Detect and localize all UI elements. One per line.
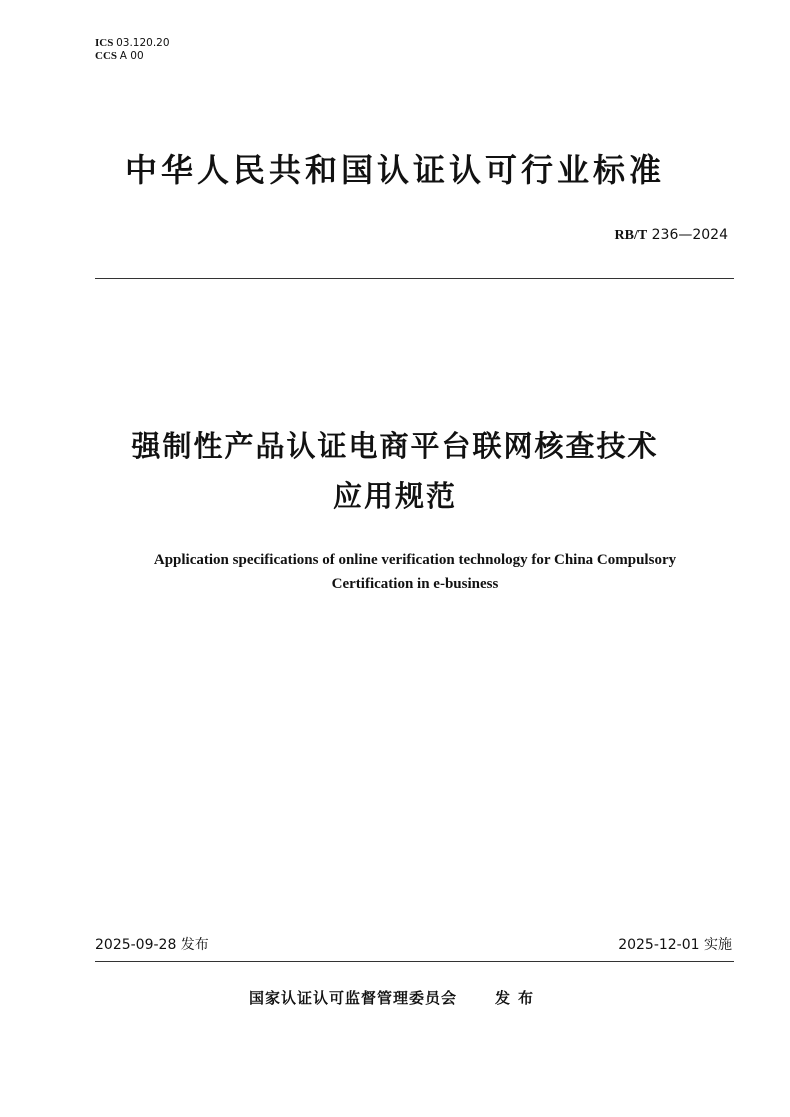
header-divider — [95, 278, 734, 279]
implementation-date: 2025-12-01 实施 — [618, 937, 732, 953]
chinese-title-line-2: 应用规范 — [332, 479, 457, 513]
ccs-value: A 00 — [119, 50, 144, 62]
english-title — [80, 548, 750, 596]
classification-codes — [95, 37, 170, 63]
ccs-label: CCS — [95, 50, 118, 62]
ccs-code — [95, 50, 170, 63]
footer-divider — [95, 961, 734, 962]
release-date: 2025-09-28 发布 — [95, 937, 209, 953]
issuer-name: 国家认证认可监督管理委员会 — [248, 989, 457, 1007]
organization-title: 中华人民共和国认证认可行业标准 — [124, 151, 665, 189]
standard-code: 236—2024 — [651, 227, 728, 243]
english-title-line-1: Application specifications of online verification technology for China Compulsory — [153, 552, 677, 568]
ics-label: ICS — [95, 37, 114, 49]
english-title-line-2: Certification in e-business — [331, 576, 499, 592]
issuing-authority — [0, 988, 790, 1008]
issuer-action: 发布 — [495, 989, 542, 1007]
standard-number — [615, 226, 729, 245]
chinese-title-line-1: 强制性产品认证电商平台联网核查技术 — [131, 429, 659, 463]
standard-prefix: RB/T — [614, 228, 648, 243]
ics-code — [95, 37, 170, 50]
ics-value: 03.120.20 — [116, 37, 170, 49]
